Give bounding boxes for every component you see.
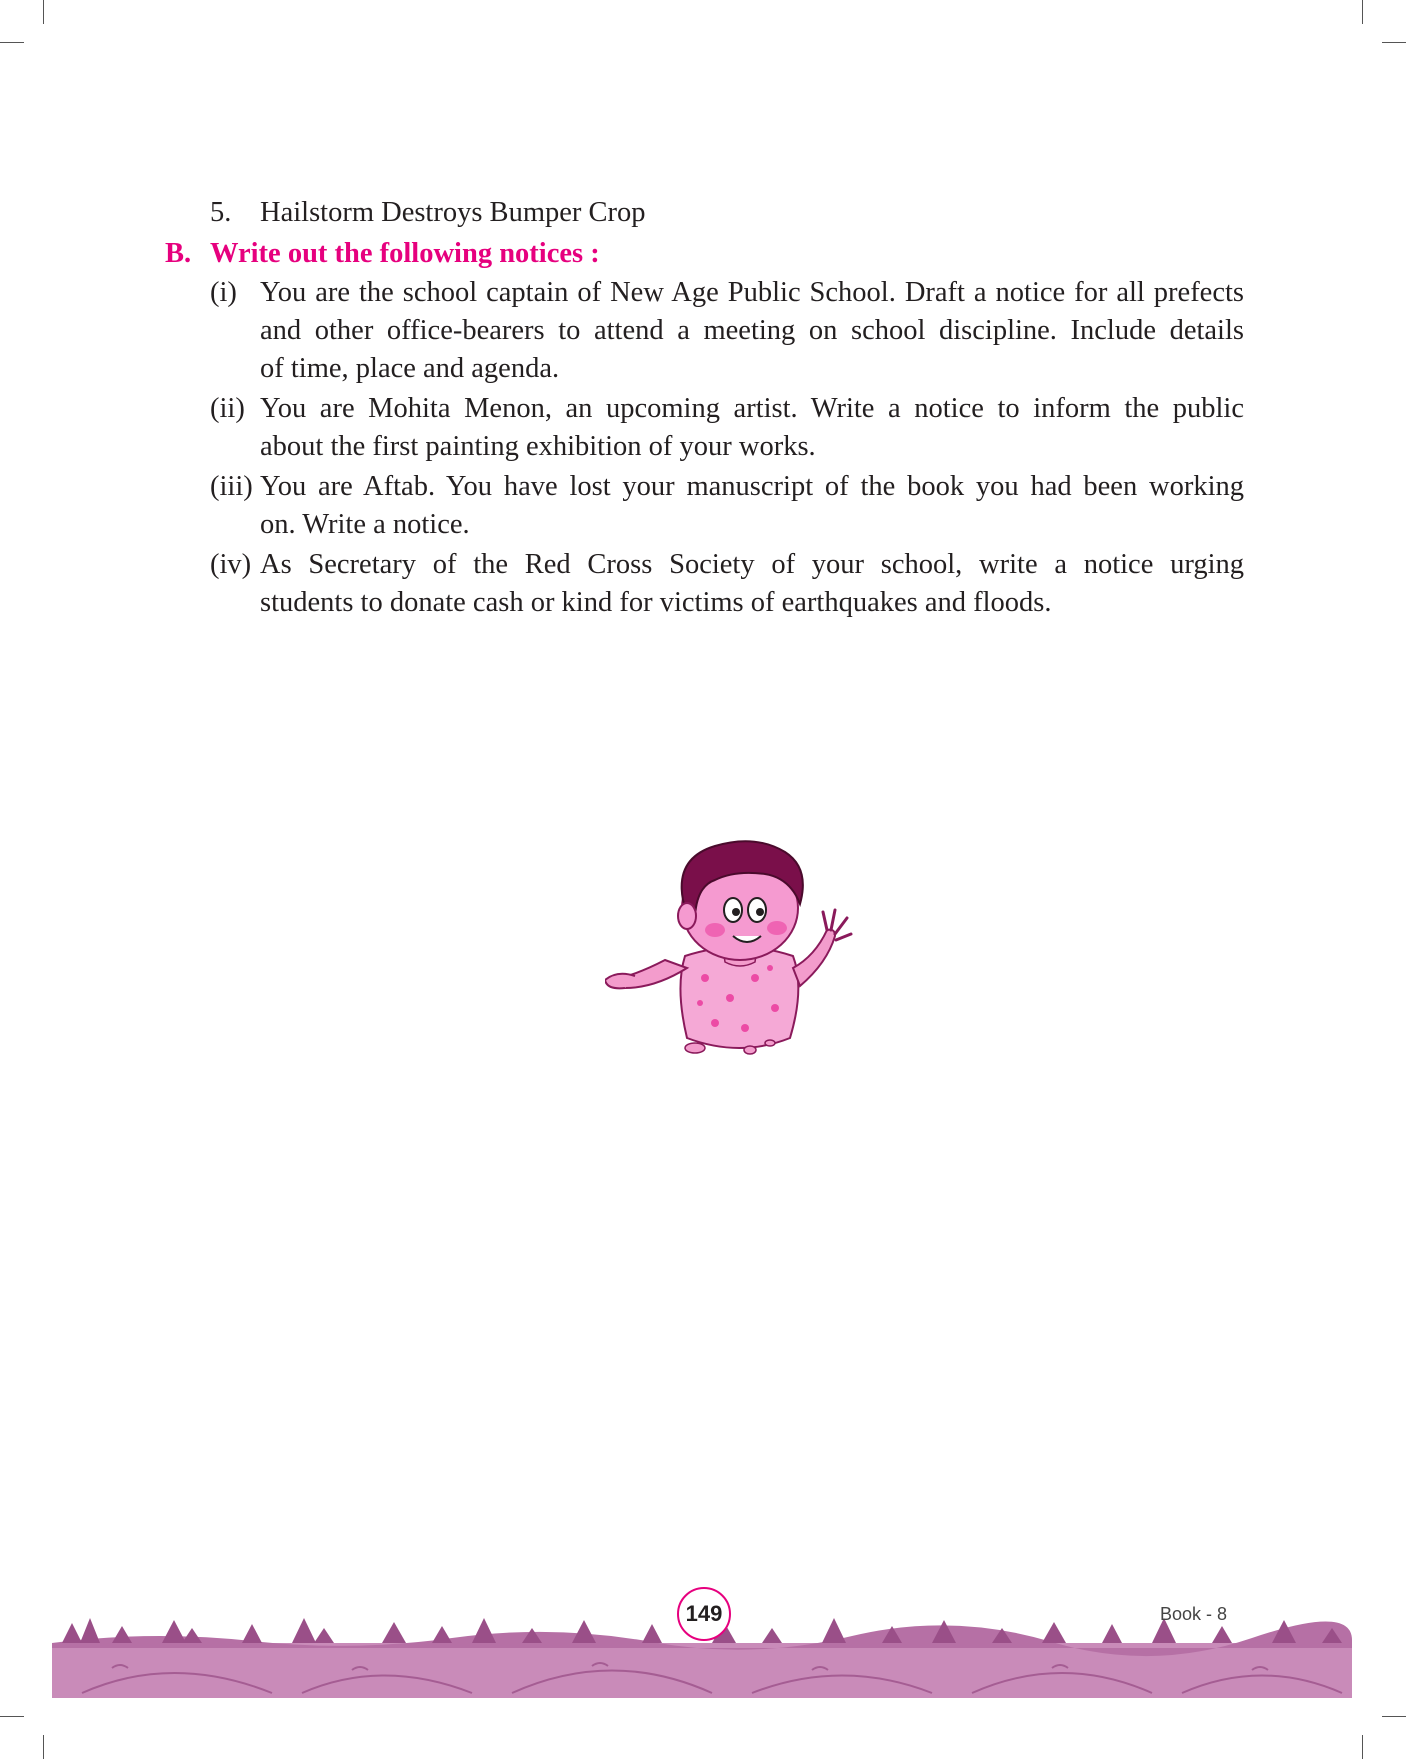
crop-mark (1362, 1735, 1363, 1759)
crop-mark (43, 1735, 44, 1759)
book-label: Book - 8 (1160, 1604, 1228, 1624)
item-number: 5. (210, 197, 232, 228)
item-line: on. Write a notice. (260, 509, 470, 540)
item-label: (iii) (210, 471, 253, 502)
item-line: about the first painting exhibition of your works. (260, 431, 816, 462)
list-item (210, 195, 231, 231)
item-line: of time, place and agenda. (260, 353, 560, 384)
boy-shrugging-illustration (605, 838, 875, 1063)
item-line: You are Mohita Menon, an upcoming artist. Write a notice to inform the public (260, 393, 1244, 424)
section-title: Write out the following notices : (210, 238, 600, 269)
item-label: (ii) (210, 393, 245, 424)
crop-mark (0, 1716, 24, 1717)
item-line: You are Aftab. You have lost your manuscript of the book you had been working (260, 471, 1244, 502)
item-line: You are the school captain of New Age Public School. Draft a notice for all prefects (260, 277, 1244, 308)
page-number: 149 (677, 1587, 731, 1641)
crop-mark (1382, 42, 1406, 43)
crop-mark (0, 42, 24, 43)
item-label: (iv) (210, 549, 252, 580)
crop-mark (1382, 1716, 1406, 1717)
section-label: B. (165, 238, 192, 269)
item-label: (i) (210, 277, 237, 308)
item-line: students to donate cash or kind for victims of earthquakes and floods. (260, 587, 1052, 618)
crop-mark (43, 0, 44, 24)
item-line: and other office-bearers to attend a meeting on school discipline. Include details (260, 315, 1244, 346)
crop-mark (1362, 0, 1363, 24)
item-line: As Secretary of the Red Cross Society of your school, write a notice urging (260, 549, 1244, 580)
list-item-text: Hailstorm Destroys Bumper Crop (260, 197, 646, 228)
